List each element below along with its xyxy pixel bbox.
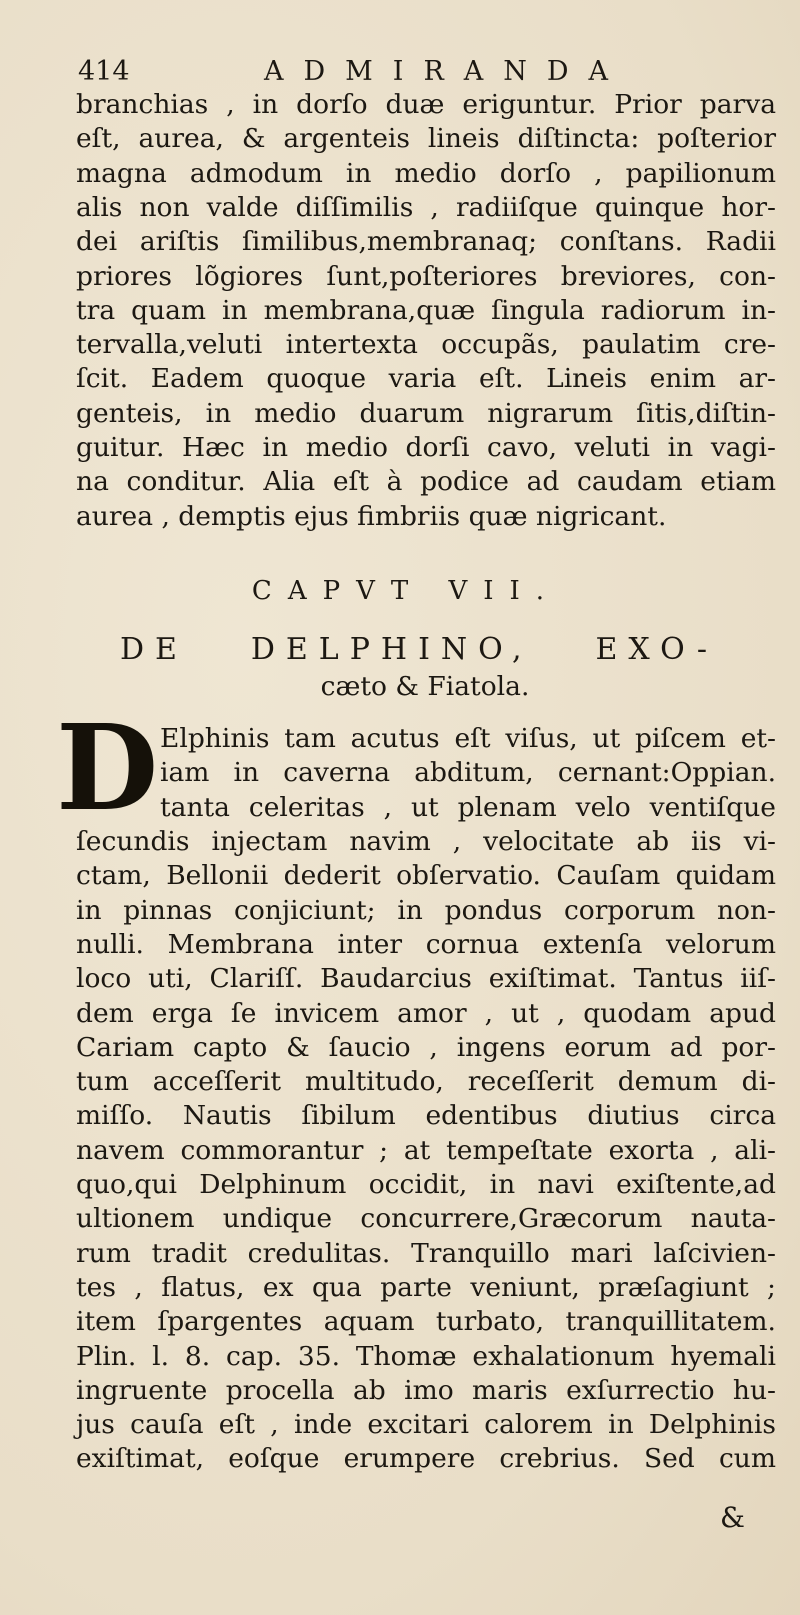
text-line: alis non valde diſſimilis , radiiſque quinque hor-: [76, 191, 776, 223]
text-line: nulli. Membrana inter cornua extenſa velorum: [76, 928, 776, 960]
text-line: eſt, aurea, & argenteis lineis diſtincta: poſterior: [76, 123, 776, 155]
text-line: ſcit. Eadem quoque varia eſt. Lineis enim ar-: [76, 363, 776, 395]
text-line: aurea , demptis ejus fimbriis quæ nigricant.: [76, 500, 667, 532]
running-head: ADMIRANDA: [264, 56, 629, 87]
text-line: navem commorantur ; at tempeſtate exorta , ali-: [76, 1134, 776, 1166]
text-line: loco uti, Clariſſ. Baudarcius exiſtimat. Tantus iiſ-: [76, 963, 776, 995]
page-header: [78, 52, 768, 92]
text-line: tra quam in membrana,quæ ſingula radiorum in-: [76, 294, 776, 326]
text-line: magna admodum in medio dorſo , papilionum: [76, 157, 776, 189]
drop-cap: D: [56, 698, 159, 837]
text-line: Plin. l. 8. cap. 35. Thomæ exhalationum hyemali: [76, 1340, 776, 1372]
page-number: 414: [78, 56, 130, 87]
text-line: ultionem undique concurrere,Græcorum nauta-: [76, 1203, 776, 1235]
text-line: branchias , in dorſo duæ eriguntur. Prior parva: [76, 89, 776, 120]
text-line: tervalla,veluti intertexta occupãs, paulatim cre-: [76, 329, 776, 361]
text-line: ingruente procella ab imo maris exſurrectio hu-: [76, 1374, 776, 1406]
text-line: tanta celeritas , ut plenam velo ventiſque: [160, 791, 776, 823]
text-line: Elphinis tam acutus eſt viſus, ut piſcem et-: [160, 723, 776, 754]
text-line: dei ariſtis ſimilibus,membranaq; conſtans. Radii: [76, 226, 776, 258]
text-line: miſſo. Nautis ſibilum edentibus diutius circa: [76, 1100, 776, 1132]
text-line: priores lõgiores ſunt,poſteriores breviores, con-: [76, 260, 776, 292]
chapter-title-line-2: cæto & Fiatola.: [320, 671, 530, 702]
text-line: guitur. Hæc in medio dorſi cavo, veluti in vagi-: [76, 432, 776, 463]
text-line: ſecundis injectam navim , velocitate ab iis vi-: [76, 826, 776, 857]
chapter-title-line-1: DE DELPHINO, EXO-: [120, 632, 718, 667]
text-line: exiſtimat, eoſque erumpere crebrius. Sed cum: [76, 1443, 776, 1475]
text-line: quo,qui Delphinum occidit, in navi exiſtente,ad: [76, 1169, 776, 1200]
text-line: item ſpargentes aquam turbato, tranquillitatem.: [76, 1306, 776, 1338]
text-line: ctam, Bellonii dederit obſervatio. Cauſam quidam: [76, 860, 776, 892]
text-line: dem erga ſe invicem amor , ut , quodam apud: [76, 997, 776, 1029]
chapter-number: CAPVT VII.: [251, 576, 561, 606]
text-line: iam in caverna abditum, cernant:Oppian.: [160, 757, 776, 789]
text-line: jus cauſa eſt , inde excitari calorem in Delphinis: [76, 1409, 776, 1441]
text-line: genteis, in medio duarum nigrarum ſitis,diſtin-: [76, 397, 776, 429]
text-line: rum tradit credulitas. Tranquillo mari laſcivien-: [76, 1237, 776, 1269]
text-line: tes , flatus, ex qua parte veniunt, præſagiunt ;: [76, 1271, 776, 1303]
text-line: na conditur. Alia eſt à podice ad caudam etiam: [76, 466, 776, 498]
text-line: Cariam capto & ſaucio , ingens eorum ad por-: [76, 1031, 776, 1063]
catchword: &: [720, 1501, 745, 1534]
text-line: in pinnas conjiciunt; in pondus corporum non-: [76, 894, 776, 926]
text-line: tum acceſſerit multitudo, receſſerit demum di-: [76, 1066, 776, 1098]
